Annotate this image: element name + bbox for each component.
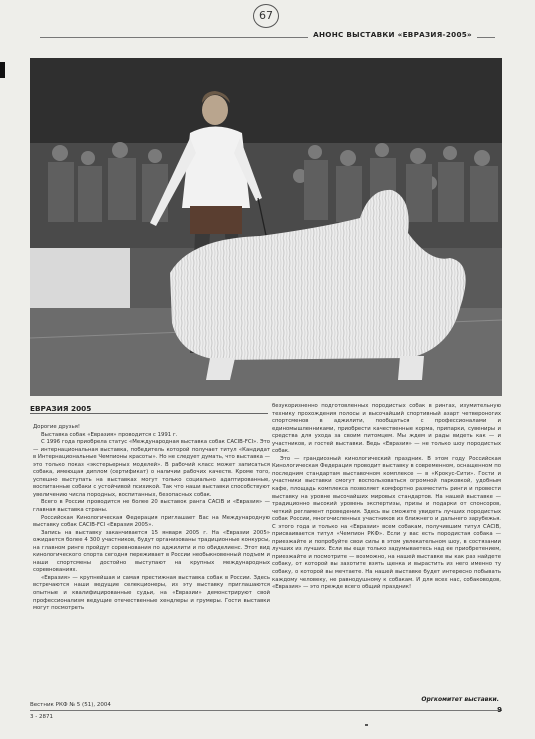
paragraph: безукоризненно подготовленных породистых собак в рингах, изумительную технику прохождения полосы и высочайший спортивный азарт четвероногих спортсменов в аджилити, пообщаться с профессионалами и единомышленниками, приобрести качественные корма, припарки, сувениры и средства для ухода за своим питомцем. Мы ждем и рады видеть как — и участников, и гостей выставки. Ведь «Евразия» — не только шоу породистых собак.	[272, 403, 501, 455]
paragraph: Запись на выставку заканчивается 15 января 2005 г. На «Евразии 2005» ожидается более 4 300 участников, будут организованы традиционные конкурсы, на главном ринге пройдут соревнования по аджилити и по обиделиенс. Этот вид кинологического спорта сегодня переживает в России необыкновенный подъем и наши спортсмены достойно выступают на крупных международных соревнованиях.	[33, 529, 270, 574]
running-header	[0, 30, 535, 44]
paragraph: Выставка собак «Евразия» проводится с 1991 г.	[41, 431, 178, 438]
paragraph: Это — грандиозный кинологический праздник. В этом году Российская Кинологическая Федерация проводит выставку в современном, оснащенном по последним стандартам выставочном комплексе — в «Крокус-Сити». Гости и участники выставки смогут воспользоваться огромной парковкой, удобным кафе, площадь комплекса позволяет комфортно разместить ринги и провести выставку на уровне высочайших мировых стандартов. На нашей выставке — традиционно высокий уровень экспертизы, призы и подарки от спонсоров, четкий регламент проведения. Здесь вы сможете увидеть лучших породистых собак России, многочисленных участников из ближнего и дальнего зарубежья. С этого года и только на «Евразии» всем собакам, получившим титул CACIB, присваивается титул «Чемпион РКФ». Если у вас есть породистая собака — приезжайте и попробуйте свои силы в этом увлекательном шоу, в состязании лучших из лучших. Если вы еще только задумываетесь над ее приобретением, приезжайте и посмотрите — возможно, на нашей выставке вы как раз найдете собаку, от которой вы захотите взять щенка и вырастить из него именно ту собаку, о которой вы мечтаете. На нашей выставке будет интересно побывать каждому человеку, не равнодушному к собакам. И для всех нас, собаководов, «Евразия» — это прежде всего общий праздник!	[272, 455, 501, 591]
print-code: 3 - 2871	[30, 714, 53, 720]
article-column-2	[272, 403, 501, 592]
paragraph: Всего в России проводится не более 20 выставок ранга CACIB и «Евразия» — главная выставка страны.	[33, 499, 270, 514]
dog-show-photo	[30, 58, 502, 396]
journal-issue: Вестник РКФ № 5 (51), 2004	[30, 702, 111, 708]
greeting: Дорогие друзья!	[33, 424, 80, 430]
print-mark	[365, 724, 368, 726]
footer-rule	[30, 710, 502, 711]
paragraph: Российская Кинологическая Федерация приглашает Вас на Международную выставку собак CACIB-FCI «Евразия 2005».	[33, 514, 270, 529]
page-number: 9	[497, 706, 502, 714]
signature: Оргкомитет выставки.	[421, 696, 499, 703]
journal-logo: 67	[253, 4, 279, 28]
article-column-1	[33, 424, 270, 613]
running-title: АНОНС ВЫСТАВКИ «ЕВРАЗИЯ-2005»	[308, 30, 477, 39]
page-edge-mark	[0, 62, 5, 78]
paragraph: С 1996 года приобрела статус «Международная выставка собак CACIB-FCI». Это — интернациональная выставка, победитель которой получает титул «Кандидат в Интернациональные Чемпионы красоты». Но не следует думать, что выставка — это только показ «экстерьерных моделей». В рабочий класс может записаться собака, имеющая диплом (сертификат) о наличии рабочих качеств. Кроме того, успешно выступать на выставках могут только социально адаптированные, воспитанные собаки с устойчивой психикой. Так что наши выставки способствуют увеличению числа породных, воспитанных, безопасных собак.	[33, 439, 270, 498]
photo-illustration	[30, 58, 502, 396]
section-heading: ЕВРАЗИЯ 2005	[30, 404, 92, 413]
paragraph: «Евразия» — крупнейшая и самая престижная выставка собак в России. Здесь встречаются наши ведущие селекционеры, из эту выставку приглашаются опытные и квалифицированные судьи, на «Евразии» демонстрируют свой профессионализм ведущие отечественные хендлеры и грумеры. Гости выставки могут посмотреть	[33, 574, 270, 612]
section-rule	[30, 413, 268, 414]
